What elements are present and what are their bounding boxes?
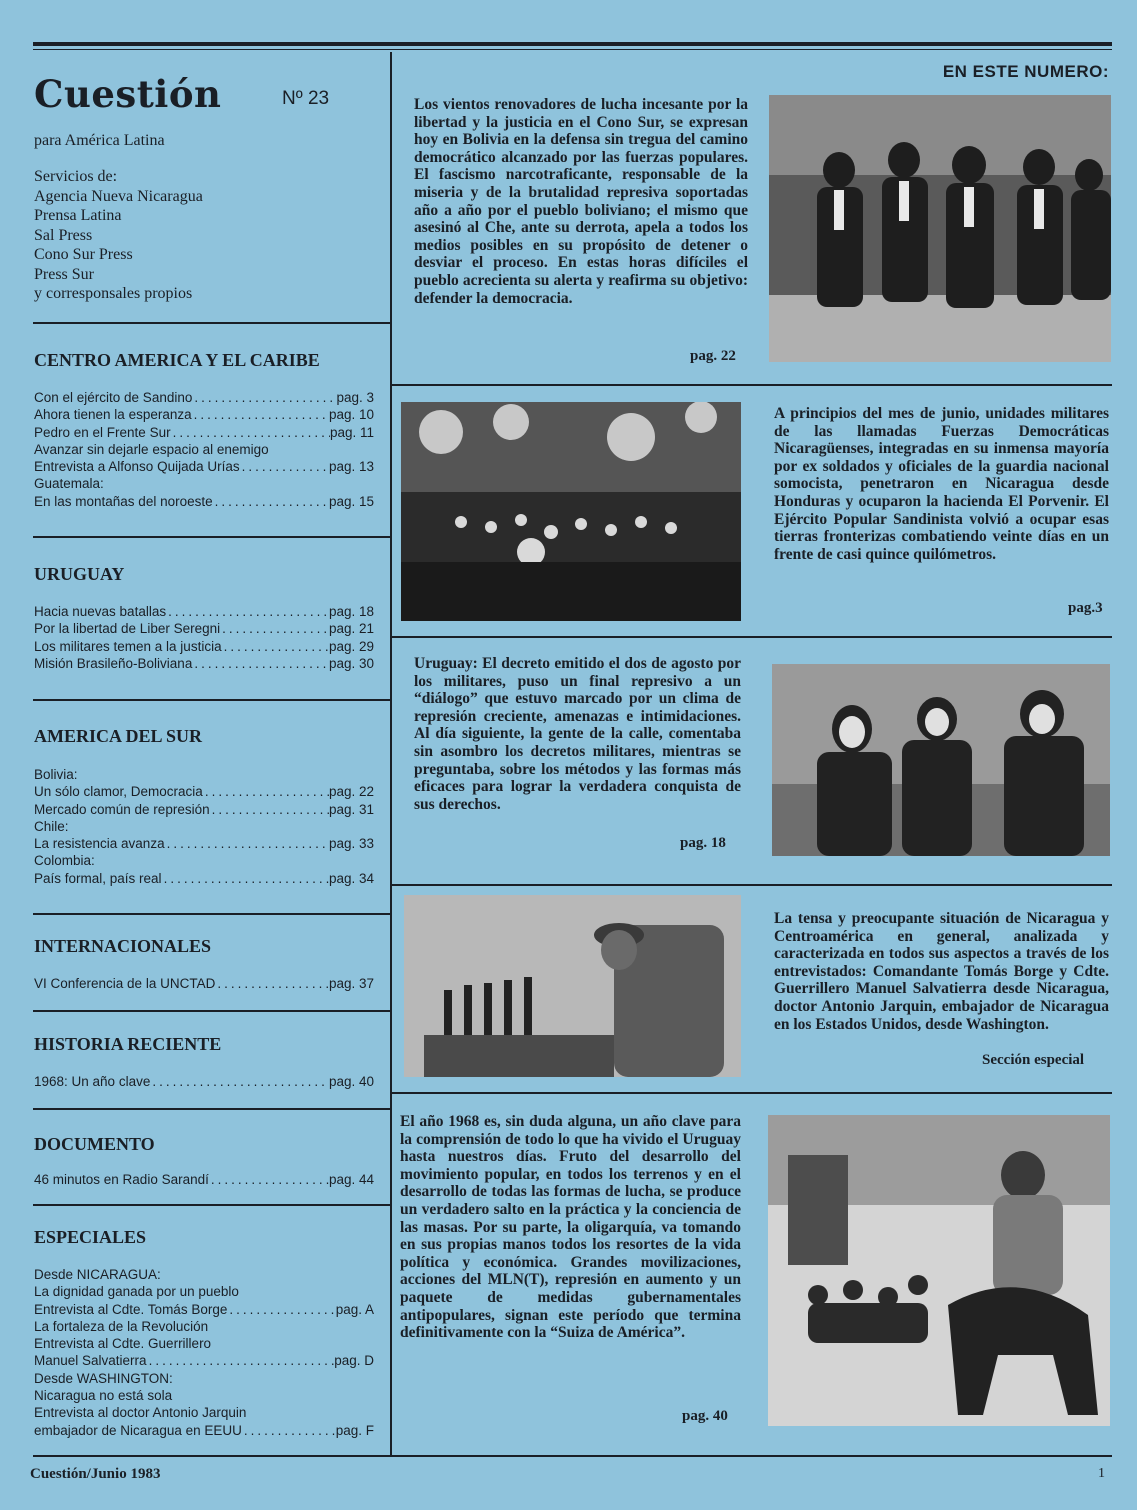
toc-documento bbox=[34, 1171, 374, 1188]
service-item: Prensa Latina bbox=[34, 207, 122, 224]
toc-entry[interactable]: Misión Brasileño-Boliviana ..... pag. 30 bbox=[34, 655, 374, 672]
section-rule bbox=[33, 1108, 390, 1110]
feature-nicaragua-special-link[interactable]: Sección especial bbox=[982, 1052, 1085, 1068]
feature-nicaragua-special-text: La tensa y preocupante situación de Nicaragua y Centroamérica en general, analizada y caracterizada en todos sus aspectos a través de los entrevistados: Comandante Tomás Borge y Cdte. Guerrillero Manuel Salvatierra desde Nicaragua, doctor Antonio Jarquin, embajador de Nicaragua en los Estados Unidos, desde Washington. bbox=[774, 910, 1109, 1033]
service-item: Agencia Nueva Nicaragua bbox=[34, 187, 203, 205]
feature-rule bbox=[390, 884, 1112, 886]
section-rule bbox=[33, 1010, 390, 1012]
toc-entry[interactable]: 1968: Un año clave ..... pag. 40 bbox=[34, 1073, 374, 1090]
photo-crowd-gathering bbox=[401, 402, 741, 621]
toc-entry[interactable]: La resistencia avanza ..... pag. 33 bbox=[34, 835, 374, 852]
toc-entry[interactable]: Hacia nuevas batallas ..... pag. 18 bbox=[34, 603, 374, 620]
toc-entry[interactable]: Por la libertad de Liber Seregni ..... pag. 21 bbox=[34, 620, 374, 637]
feature-bolivia-text: Los vientos renovadores de lucha incesante por la libertad y la justicia en el Cono Sur, se expresan hoy en Bolivia en la defensa sin tregua del camino democrático alcanzado por las fuerzas populares. El fascismo narcotraficante, responsable de la miseria y de la brutalidad represiva soportadas año a año por el pueblo boliviano; el mismo que asesinó al Che, ante su derrota, apela a todos los medios posibles en su propósito de detener o desviar el proceso. En estas horas difíciles el pueblo acrecienta su alerta y reafirma su objetivo: defender la democracia. bbox=[414, 96, 748, 307]
toc-entry[interactable]: Avanzar sin dejarle espacio al enemigo bbox=[34, 441, 269, 457]
feature-uruguay-page[interactable]: pag. 18 bbox=[680, 835, 726, 851]
toc-entry[interactable]: Ahora tienen la esperanza ..... pag. 10 bbox=[34, 406, 374, 423]
toc-entry[interactable]: 46 minutos en Radio Sarandí ..... pag. 44 bbox=[34, 1171, 374, 1188]
toc-entry[interactable]: embajador de Nicaragua en EEUU ..... pag. F bbox=[34, 1422, 374, 1439]
toc-entry[interactable]: Entrevista a Alfonso Quijada Urías ..... pag. 13 bbox=[34, 458, 374, 475]
toc-entry[interactable]: Un sólo clamor, Democracia ..... pag. 22 bbox=[34, 783, 374, 800]
photo-1968-mounted-police bbox=[768, 1115, 1110, 1426]
toc-especiales bbox=[34, 1266, 374, 1439]
toc-historia bbox=[34, 1073, 374, 1090]
toc-americadelsur bbox=[34, 766, 374, 887]
section-heading-documento: DOCUMENTO bbox=[34, 1134, 155, 1154]
feature-1968-text: El año 1968 es, sin duda alguna, un año clave para la comprensión de todo lo que ha vivido el Uruguay hasta nuestros días. Fruto del desarrollo del movimiento popular, en todos los terrenos y en el desarrollo de todas las formas de lucha, se produce un verdadero salto en la práctica y la conciencia de las masas. Por su parte, la oligarquía, va tomando en sus propias manos todos los resortes de la vida política y económica. Grandes movilizaciones, acciones del MLN(T), represión en aumento y un paquete de medidas gubernamentales antipopulares, signan este período que termina definitivamente con la “Suiza de América”. bbox=[400, 1113, 741, 1342]
toc-entry[interactable]: VI Conferencia de la UNCTAD ..... pag. 37 bbox=[34, 975, 374, 992]
feature-rule bbox=[390, 384, 1112, 386]
section-heading-centroamerica: CENTRO AMERICA Y EL CARIBE bbox=[34, 350, 320, 370]
top-rule bbox=[33, 42, 1112, 46]
section-rule bbox=[33, 913, 390, 915]
photo-speaker-podium bbox=[404, 895, 741, 1077]
feature-porvenir-page[interactable]: pag.3 bbox=[1068, 600, 1103, 616]
section-rule bbox=[33, 699, 390, 701]
in-this-issue-heading: EN ESTE NUMERO: bbox=[942, 62, 1109, 81]
feature-uruguay-text: Uruguay: El decreto emitido el dos de agosto por los militares, puso un final represivo a un “diálogo” que estuvo marcado por un clima de represión creciente, amenazas e intimidaciones. Al día siguiente, la gente de la calle, comentaba sin asombro los decretos militares, mientras se preguntaba, sobre los métodos y las formas más eficaces para lograr la verdadera conquista de sus derechos. bbox=[414, 655, 741, 813]
feature-rule bbox=[390, 1092, 1112, 1094]
toc-subheading: Colombia: bbox=[34, 853, 95, 869]
issue-number: Nº 23 bbox=[282, 88, 330, 109]
services-list bbox=[34, 167, 203, 304]
top-rule-thin bbox=[33, 49, 1112, 50]
feature-porvenir-text: A principios del mes de junio, unidades militares de las llamadas Fuerzas Democráticas Nicaragüenses, integradas en su inmensa mayoría por ex soldados y oficiales de la guardia nacional somocista, penetraron en Nicaragua desde Honduras y ocuparon la hacienda El Porvenir. El Ejército Popular Sandinista volvió a ocupar esas tierras fronterizas combatiendo veinte días en un frente de casi quince quilómetros. bbox=[774, 405, 1109, 563]
footer-rule bbox=[33, 1455, 1112, 1457]
toc-entry[interactable]: Entrevista al Cdte. Guerrillero bbox=[34, 1336, 212, 1352]
service-item: y corresponsales propios bbox=[34, 285, 193, 302]
feature-rule bbox=[390, 636, 1112, 638]
toc-subheading: Desde NICARAGUA: bbox=[34, 1267, 161, 1282]
service-item: Press Sur bbox=[34, 265, 95, 283]
toc-subheading: Desde WASHINGTON: bbox=[34, 1370, 173, 1386]
toc-entry[interactable]: La fortaleza de la Revolución bbox=[34, 1318, 209, 1334]
toc-entry[interactable]: Los militares temen a la justicia ..... pag. 29 bbox=[34, 638, 374, 655]
toc-entry[interactable]: La dignidad ganada por un pueblo bbox=[34, 1284, 239, 1300]
section-rule bbox=[33, 322, 390, 324]
section-heading-americadelsur: AMERICA DEL SUR bbox=[34, 726, 203, 746]
toc-entry[interactable]: Nicaragua no está sola bbox=[34, 1388, 173, 1404]
toc-entry[interactable]: Mercado común de represión ..... pag. 31 bbox=[34, 801, 374, 818]
toc-uruguay bbox=[34, 603, 374, 672]
toc-entry[interactable]: Pedro en el Frente Sur ..... pag. 11 bbox=[34, 424, 374, 441]
toc-entry[interactable]: Con el ejército de Sandino ..... pag. 3 bbox=[34, 389, 374, 406]
toc-entry[interactable]: Manuel Salvatierra ..... pag. D bbox=[34, 1352, 374, 1369]
toc-centroamerica bbox=[34, 389, 374, 510]
footer-publication: Cuestión/Junio 1983 bbox=[30, 1466, 161, 1482]
section-rule bbox=[33, 536, 390, 538]
services-heading: Servicios de: bbox=[34, 168, 118, 185]
feature-1968-page[interactable]: pag. 40 bbox=[682, 1408, 728, 1424]
column-divider bbox=[390, 52, 392, 1456]
toc-internacionales bbox=[34, 975, 374, 992]
section-heading-especiales: ESPECIALES bbox=[34, 1227, 147, 1247]
footer-page-number: 1 bbox=[1098, 1466, 1105, 1481]
toc-entry[interactable]: Entrevista al Cdte. Tomás Borge ..... pag. A bbox=[34, 1301, 374, 1318]
section-heading-internacionales: INTERNACIONALES bbox=[34, 936, 212, 956]
toc-subheading: Guatemala: bbox=[34, 476, 104, 492]
magazine-title: Cuestión bbox=[34, 72, 222, 116]
photo-uruguay-meeting bbox=[772, 664, 1110, 856]
toc-subheading: Chile: bbox=[34, 818, 69, 834]
section-rule bbox=[33, 1204, 390, 1206]
photo-bolivia-officials bbox=[769, 95, 1111, 362]
service-item: Cono Sur Press bbox=[34, 246, 133, 263]
magazine-subtitle: para América Latina bbox=[34, 132, 165, 149]
section-heading-historia: HISTORIA RECIENTE bbox=[34, 1034, 222, 1054]
section-heading-uruguay: URUGUAY bbox=[34, 564, 125, 584]
feature-bolivia-page[interactable]: pag. 22 bbox=[690, 348, 736, 364]
toc-entry[interactable]: En las montañas del noroeste ..... pag. 15 bbox=[34, 493, 374, 510]
service-item: Sal Press bbox=[34, 226, 93, 244]
toc-entry[interactable]: País formal, país real ..... pag. 34 bbox=[34, 870, 374, 887]
toc-subheading: Bolivia: bbox=[34, 767, 78, 782]
toc-entry[interactable]: Entrevista al doctor Antonio Jarquin bbox=[34, 1405, 247, 1421]
